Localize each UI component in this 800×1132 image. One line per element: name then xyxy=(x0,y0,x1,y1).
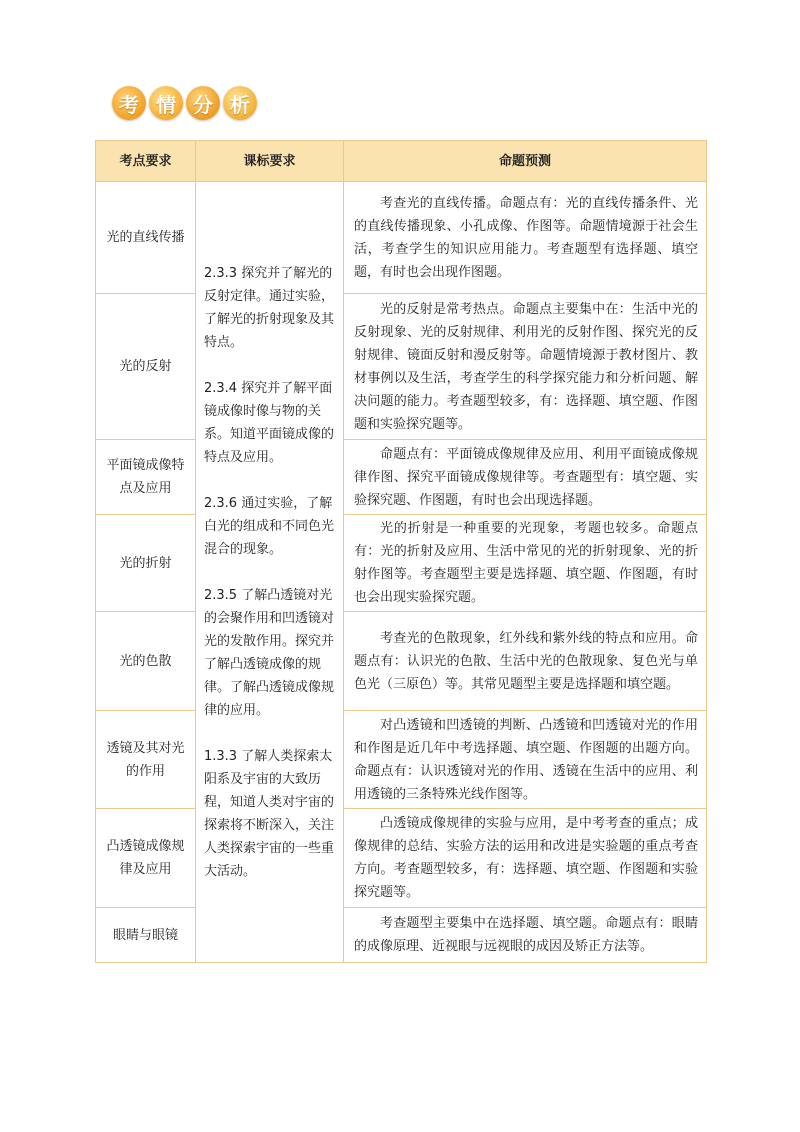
topic-cell: 光的反射 xyxy=(96,294,196,440)
prediction-cell: 凸透镜成像规律的实验与应用，是中考考查的重点；成像规律的总结、实验方法的运用和改进是实验题的重点考查方向。考查题型较多，有：选择题、填空题、作图题和实验探究题等。 xyxy=(344,809,707,908)
topic-cell: 平面镜成像特点及应用 xyxy=(96,440,196,515)
prediction-cell: 考查光的直线传播。命题点有：光的直线传播条件、光的直线传播现象、小孔成像、作图等。命题情境源于社会生活，考查学生的知识应用能力。考查题型有选择题、填空题，有时也会出现作图题。 xyxy=(344,182,707,294)
prediction-cell: 考查题型主要集中在选择题、填空题。命题点有：眼睛的成像原理、近视眼与远视眼的成因及矫正方法等。 xyxy=(344,908,707,963)
prediction-cell: 光的反射是常考热点。命题点主要集中在：生活中光的反射现象、光的反射规律、利用光的反射作图、探究光的反射规律、镜面反射和漫反射等。命题情境源于教材图片、教材事例以及生活，考查学生的科学探究能力和分析问题、解决问题的能力。考查题型较多，有：选择题、填空题、作图题和实验探究题等。 xyxy=(344,294,707,440)
standard-item: 2.3.4 探究并了解平面镜成像时像与物的关系。知道平面镜成像的特点及应用。 xyxy=(204,380,335,465)
standard-item: 2.3.3 探究并了解光的反射定律。通过实验，了解光的折射现象及其特点。 xyxy=(204,265,335,350)
badge-char: 分 xyxy=(186,86,220,120)
exam-analysis-table xyxy=(95,140,707,963)
table-row xyxy=(96,515,707,612)
standard-item: 1.3.3 了解人类探索太阳系及宇宙的大致历程，知道人类对宇宙的探索将不断深入，关注人类探索宇宙的一些重大活动。 xyxy=(204,748,335,879)
standard-item: 2.3.5 了解凸透镜对光的会聚作用和凹透镜对光的发散作用。探究并了解凸透镜成像的规律。了解凸透镜成像规律的应用。 xyxy=(204,587,335,718)
table-header-row xyxy=(96,141,707,182)
badge-char: 情 xyxy=(149,86,183,120)
table-row xyxy=(96,182,707,294)
prediction-cell: 光的折射是一种重要的光现象，考题也较多。命题点有：光的折射及应用、生活中常见的光的折射现象、光的折射作图等。考查题型主要是选择题、填空题、作图题，有时也会出现实验探究题。 xyxy=(344,515,707,612)
table-row xyxy=(96,809,707,908)
standard-item: 2.3.6 通过实验，了解白光的组成和不同色光混合的现象。 xyxy=(204,495,335,557)
topic-cell: 眼睛与眼镜 xyxy=(96,908,196,963)
table-row xyxy=(96,908,707,963)
topic-cell: 光的色散 xyxy=(96,612,196,711)
table-row xyxy=(96,612,707,711)
table-row xyxy=(96,294,707,440)
topic-cell: 透镜及其对光的作用 xyxy=(96,711,196,809)
topic-cell: 凸透镜成像规律及应用 xyxy=(96,809,196,908)
badge-char: 析 xyxy=(223,86,257,120)
section-badge xyxy=(112,86,257,120)
badge-char: 考 xyxy=(112,86,146,120)
standards-cell xyxy=(196,182,344,963)
prediction-cell: 命题点有：平面镜成像规律及应用、利用平面镜成像规律作图、探究平面镜成像规律等。考查题型有：填空题、实验探究题、作图题，有时也会出现选择题。 xyxy=(344,440,707,515)
prediction-cell: 对凸透镜和凹透镜的判断、凸透镜和凹透镜对光的作用和作图是近几年中考选择题、填空题、作图题的出题方向。命题点有：认识透镜对光的作用、透镜在生活中的应用、利用透镜的三条特殊光线作图等。 xyxy=(344,711,707,809)
topic-cell: 光的折射 xyxy=(96,515,196,612)
topic-cell: 光的直线传播 xyxy=(96,182,196,294)
table-row xyxy=(96,440,707,515)
header-topic: 考点要求 xyxy=(96,141,196,182)
header-prediction: 命题预测 xyxy=(344,141,707,182)
prediction-cell: 考查光的色散现象，红外线和紫外线的特点和应用。命题点有：认识光的色散、生活中光的色散现象、复色光与单色光（三原色）等。其常见题型主要是选择题和填空题。 xyxy=(344,612,707,711)
header-standard: 课标要求 xyxy=(196,141,344,182)
table-row xyxy=(96,711,707,809)
